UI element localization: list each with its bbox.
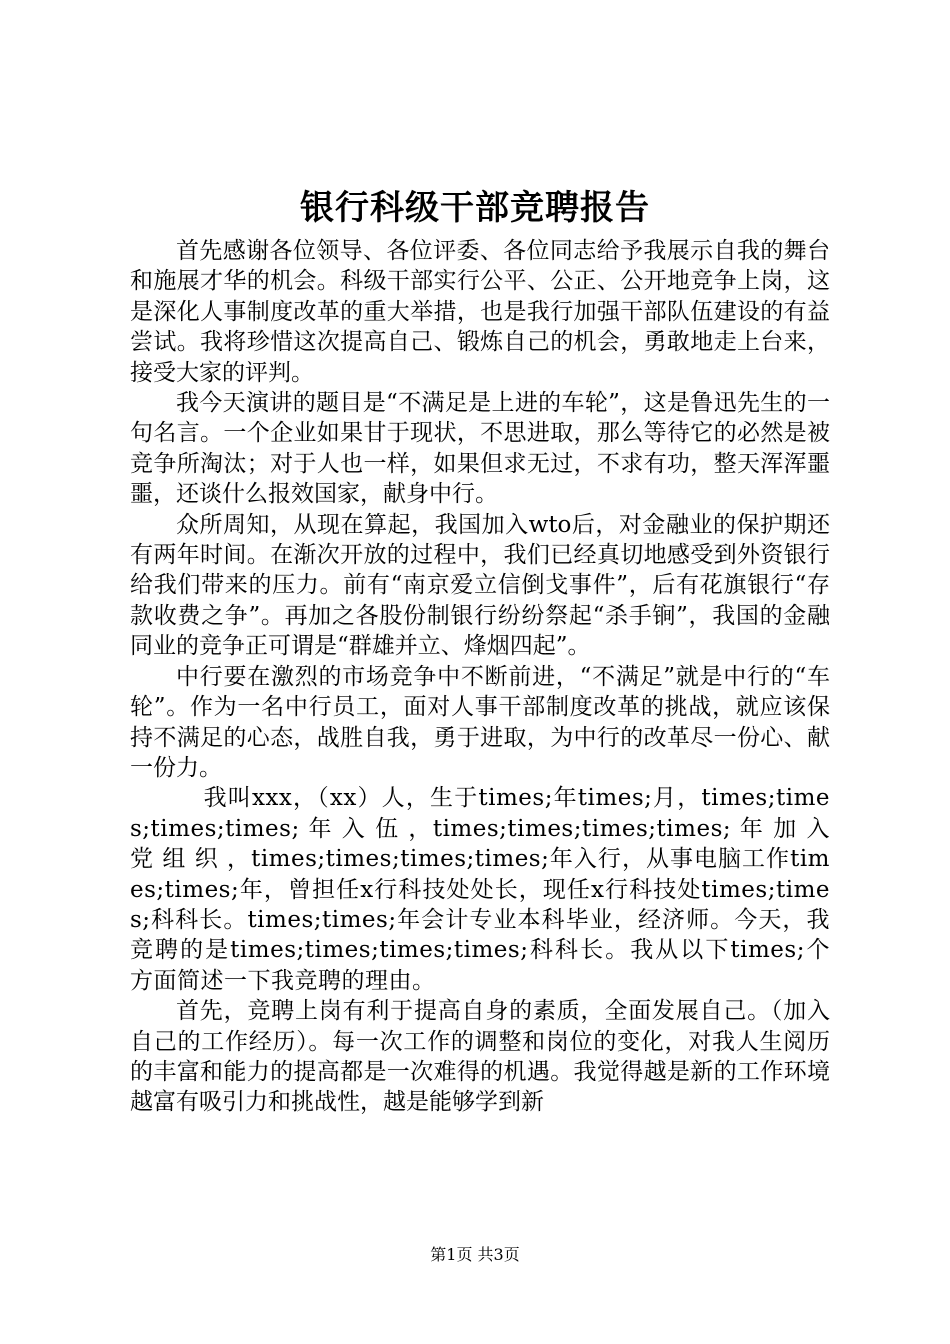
paragraph-reason-first: 首先，竞聘上岗有利于提高自身的素质，全面发展自己。（加入自己的工作经历）。每一次工作的调整和岗位的变化，对我人生阅历的丰富和能力的提高都是一次难得的机遇。我觉得越是新的工作环境越富有吸引力和挑战性，越是能够学到新 (130, 998, 830, 1116)
paragraph-topic: 我今天演讲的题目是“不满足是上进的车轮”，这是鲁迅先生的一句名言。一个企业如果甘于现状，不思进取，那么等待它的必然是被竞争所淘汰；对于人也一样，如果但求无过，不求有功，整天浑浑噩噩，还谈什么报效国家，献身中行。 (130, 390, 830, 508)
document-title: 银行科级干部竞聘报告 (300, 188, 650, 228)
paragraph-self-introduction: 我叫xxx，（xx）人，生于times;年times;月，times;times;times;times; 年 入 伍 ，times;times;times;times; 年 加 入 党 组 织 ，times;times;times;times;年入行，从事电脑工作times;times;年，曾担任x行科技处处长，现任x行科技处times;times;科科长。times;times;年会计专业本科毕业，经济师。今天，我竞聘的是times;times;times;times;科科长。我从以下times;个方面简述一下我竞聘的理由。 (130, 785, 830, 994)
paragraph-background: 众所周知，从现在算起，我国加入wto后，对金融业的保护期还有两年时间。在渐次开放的过程中，我们已经真切地感受到外资银行给我们带来的压力。前有“南京爱立信倒戈事件”，后有花旗银行“存款收费之争”。再加之各股份制银行纷纷祭起“杀手锏”，我国的金融同业的竞争正可谓是“群雄并立、烽烟四起”。 (130, 511, 830, 660)
document-body (130, 236, 830, 1118)
page-footer: 第1页 共3页 (430, 1245, 520, 1264)
paragraph-intro: 首先感谢各位领导、各位评委、各位同志给予我展示自我的舞台和施展才华的机会。科级干部实行公平、公正、公开地竞争上岗，这是深化人事制度改革的重大举措，也是我行加强干部队伍建设的有益尝试。我将珍惜这次提高自己、锻炼自己的机会，勇敢地走上台来，接受大家的评判。 (130, 238, 830, 386)
paragraph-mission: 中行要在激烈的市场竞争中不断前进，“不满足”就是中行的“车轮”。作为一名中行员工，面对人事干部制度改革的挑战，就应该保持不满足的心态，战胜自我，勇于进取，为中行的改革尽一份心、献一份力。 (130, 663, 830, 781)
